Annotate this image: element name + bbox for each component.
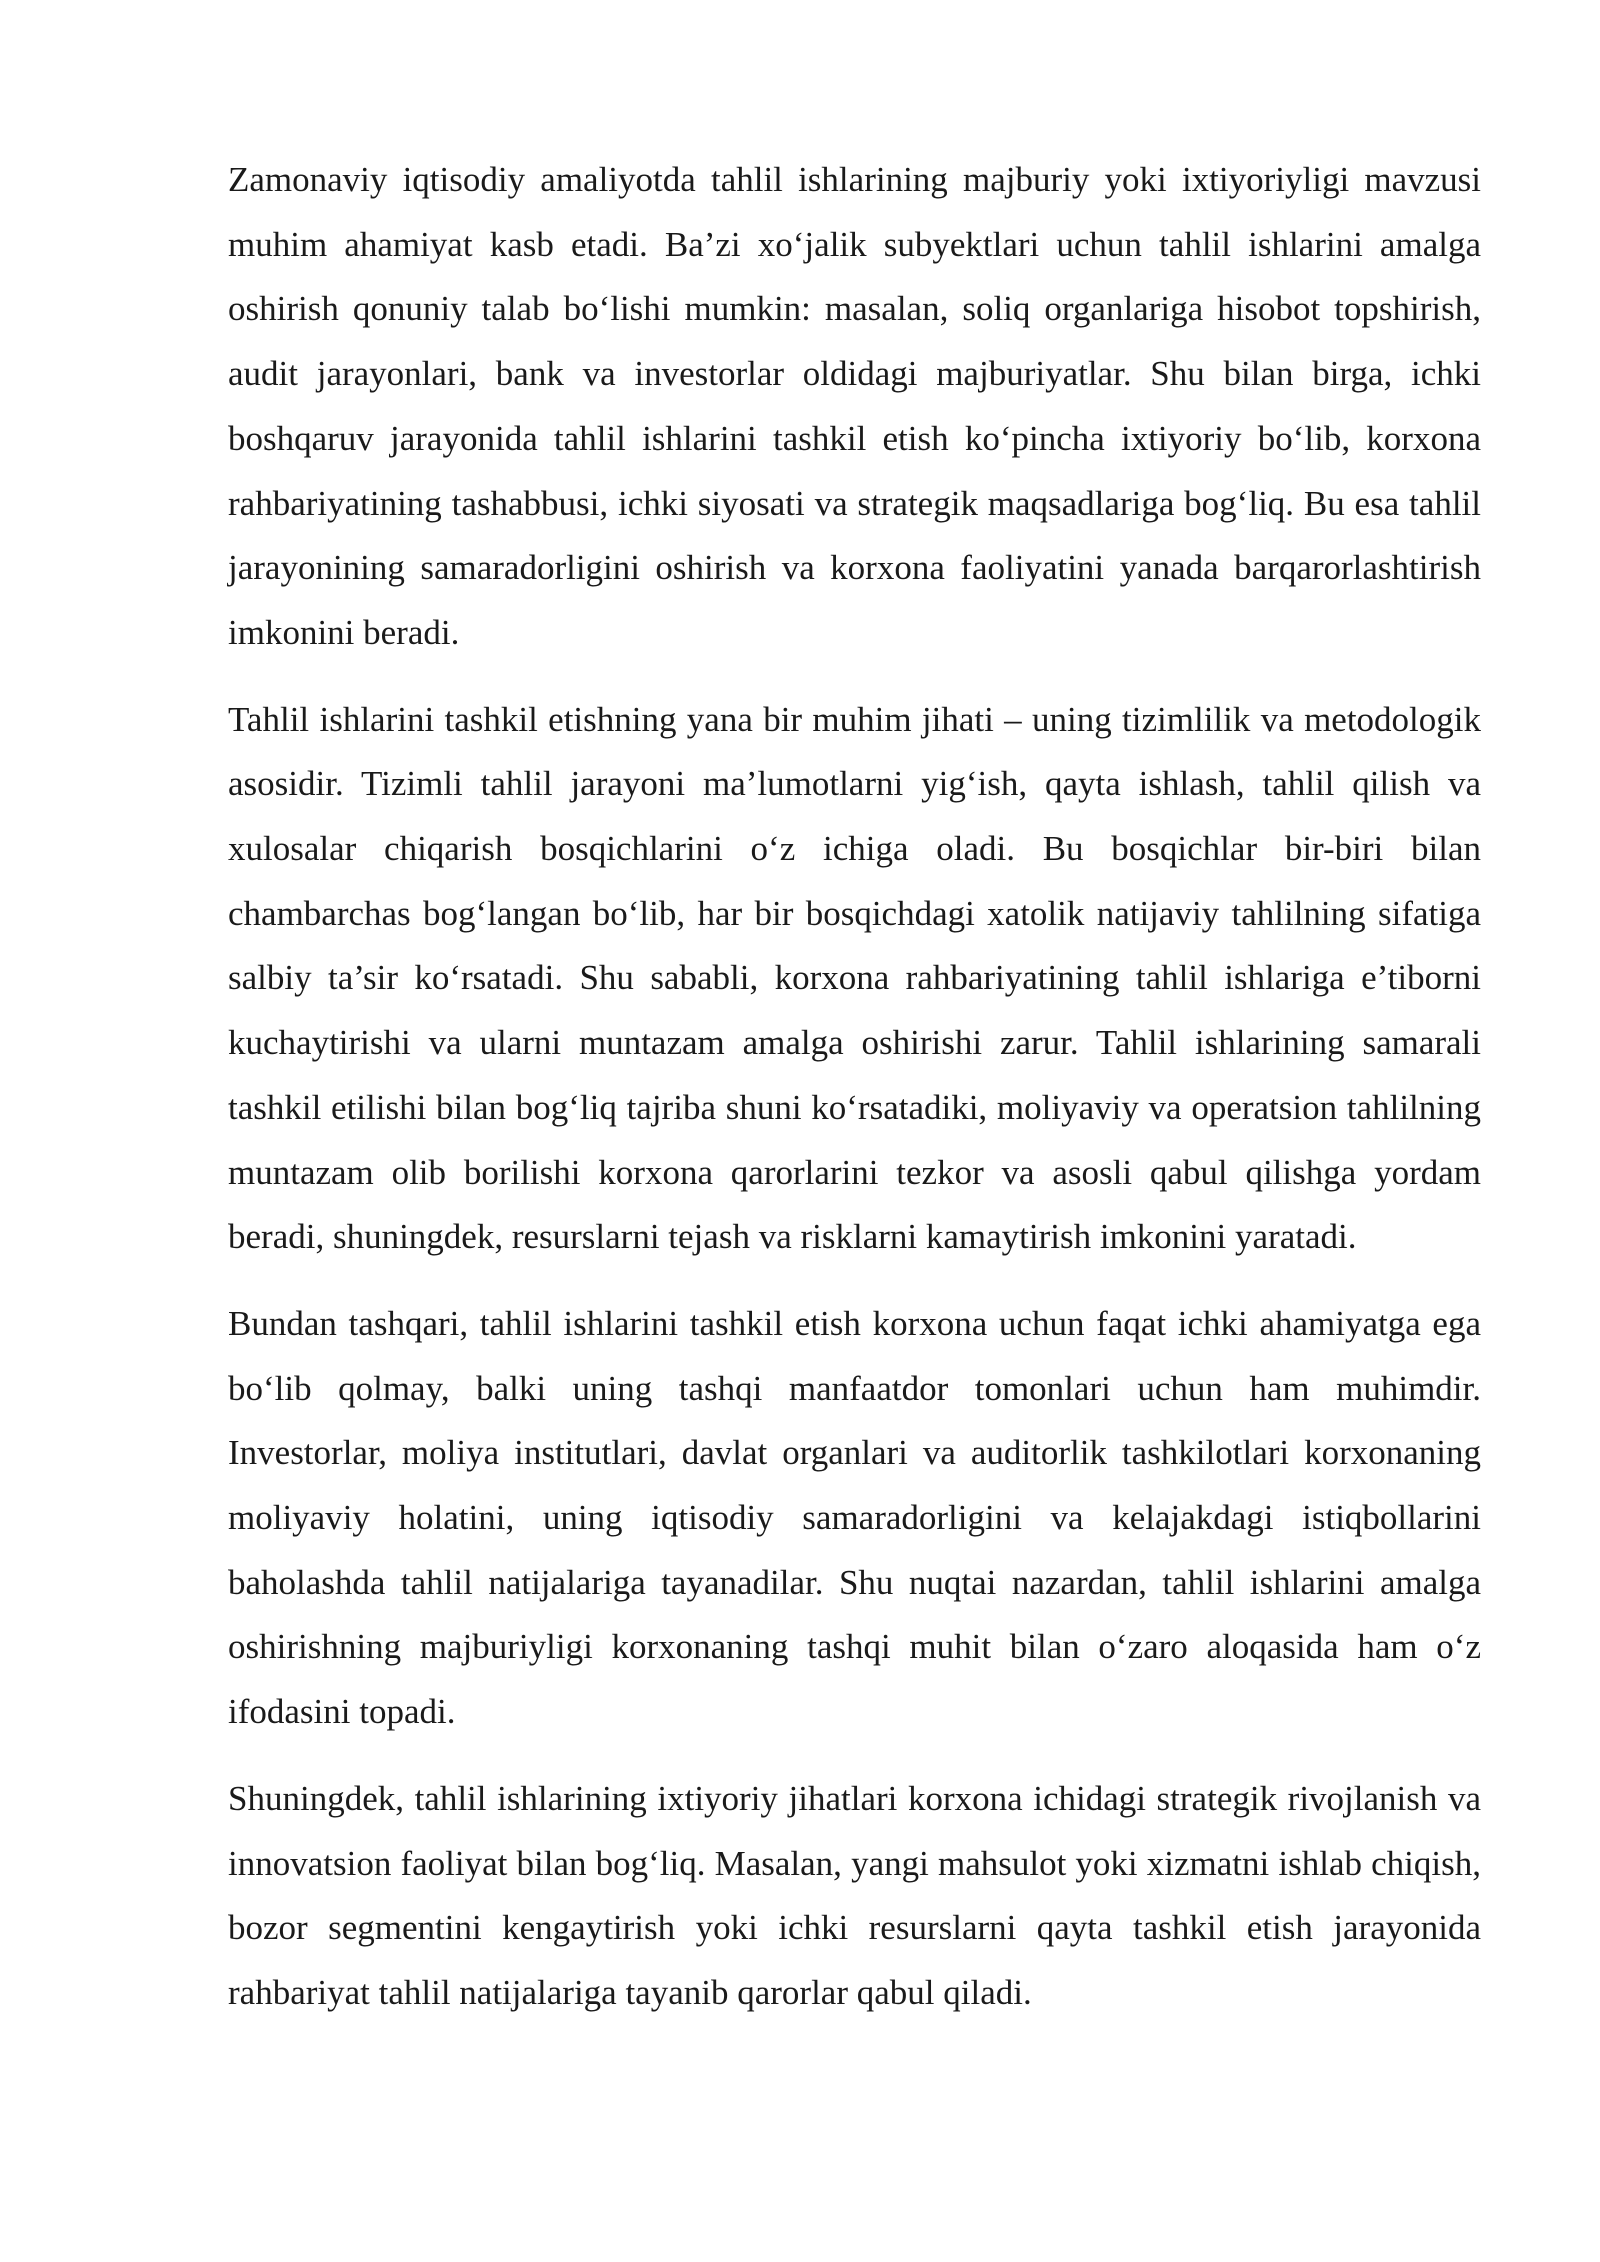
document-body bbox=[228, 148, 1481, 2048]
paragraph-1: Zamonaviy iqtisodiy amaliyotda tahlil ishlarining majburiy yoki ixtiyoriyligi mavzusi muhim ahamiyat kasb etadi. Ba’zi xo‘jalik subyektlari uchun tahlil ishlarini amalga oshirish qonuniy talab bo‘lishi mumkin: masalan, soliq organlariga hisobot topshirish, audit jarayonlari, bank va investorlar oldidagi majburiyatlar. Shu bilan birga, ichki boshqaruv jarayonida tahlil ishlarini tashkil etish ko‘pincha ixtiyoriy bo‘lib, korxona rahbariyatining tashabbusi, ichki siyosati va strategik maqsadlariga bog‘liq. Bu esa tahlil jarayonining samaradorligini oshirish va korxona faoliyatini yanada barqarorlashtirish imkonini beradi. bbox=[228, 160, 1481, 652]
paragraph-2: Tahlil ishlarini tashkil etishning yana bir muhim jihati – uning tizimlilik va metodologik asosidir. Tizimli tahlil jarayoni ma’lumotlarni yig‘ish, qayta ishlash, tahlil qilish va xulosalar chiqarish bosqichlarini o‘z ichiga oladi. Bu bosqichlar bir-biri bilan chambarchas bog‘langan bo‘lib, har bir bosqichdagi xatolik natijaviy tahlilning sifatiga salbiy ta’sir ko‘rsatadi. Shu sababli, korxona rahbariyatining tahlil ishlariga e’tiborni kuchaytirishi va ularni muntazam amalga oshirishi zarur. Tahlil ishlarining samarali tashkil etilishi bilan bog‘liq tajriba shuni ko‘rsatadiki, moliyaviy va operatsion tahlilning muntazam olib borilishi korxona qarorlarini tezkor va asosli qabul qilishga yordam beradi, shuningdek, resurslarni tejash va risklarni kamaytirish imkonini yaratadi. bbox=[228, 699, 1481, 1257]
paragraph-4: Shuningdek, tahlil ishlarining ixtiyoriy jihatlari korxona ichidagi strategik rivojlanish va innovatsion faoliyat bilan bog‘liq. Masalan, yangi mahsulot yoki xizmatni ishlab chiqish, bozor segmentini kengaytirish yoki ichki resurslarni qayta tashkil etish jarayonida rahbariyat tahlil natijalariga tayanib qarorlar qabul qiladi. bbox=[228, 1778, 1481, 2012]
paragraph-3: Bundan tashqari, tahlil ishlarini tashkil etish korxona uchun faqat ichki ahamiyatga ega bo‘lib qolmay, balki uning tashqi manfaatdor tomonlari uchun ham muhimdir. Investorlar, moliya institutlari, davlat organlari va auditorlik tashkilotlari korxonaning moliyaviy holatini, uning iqtisodiy samaradorligini va kelajakdagi istiqbollarini baholashda tahlil natijalariga tayanadilar. Shu nuqtai nazardan, tahlil ishlarini amalga oshirishning majburiyligi korxonaning tashqi muhit bilan o‘zaro aloqasida ham o‘z ifodasini topadi. bbox=[228, 1303, 1481, 1732]
